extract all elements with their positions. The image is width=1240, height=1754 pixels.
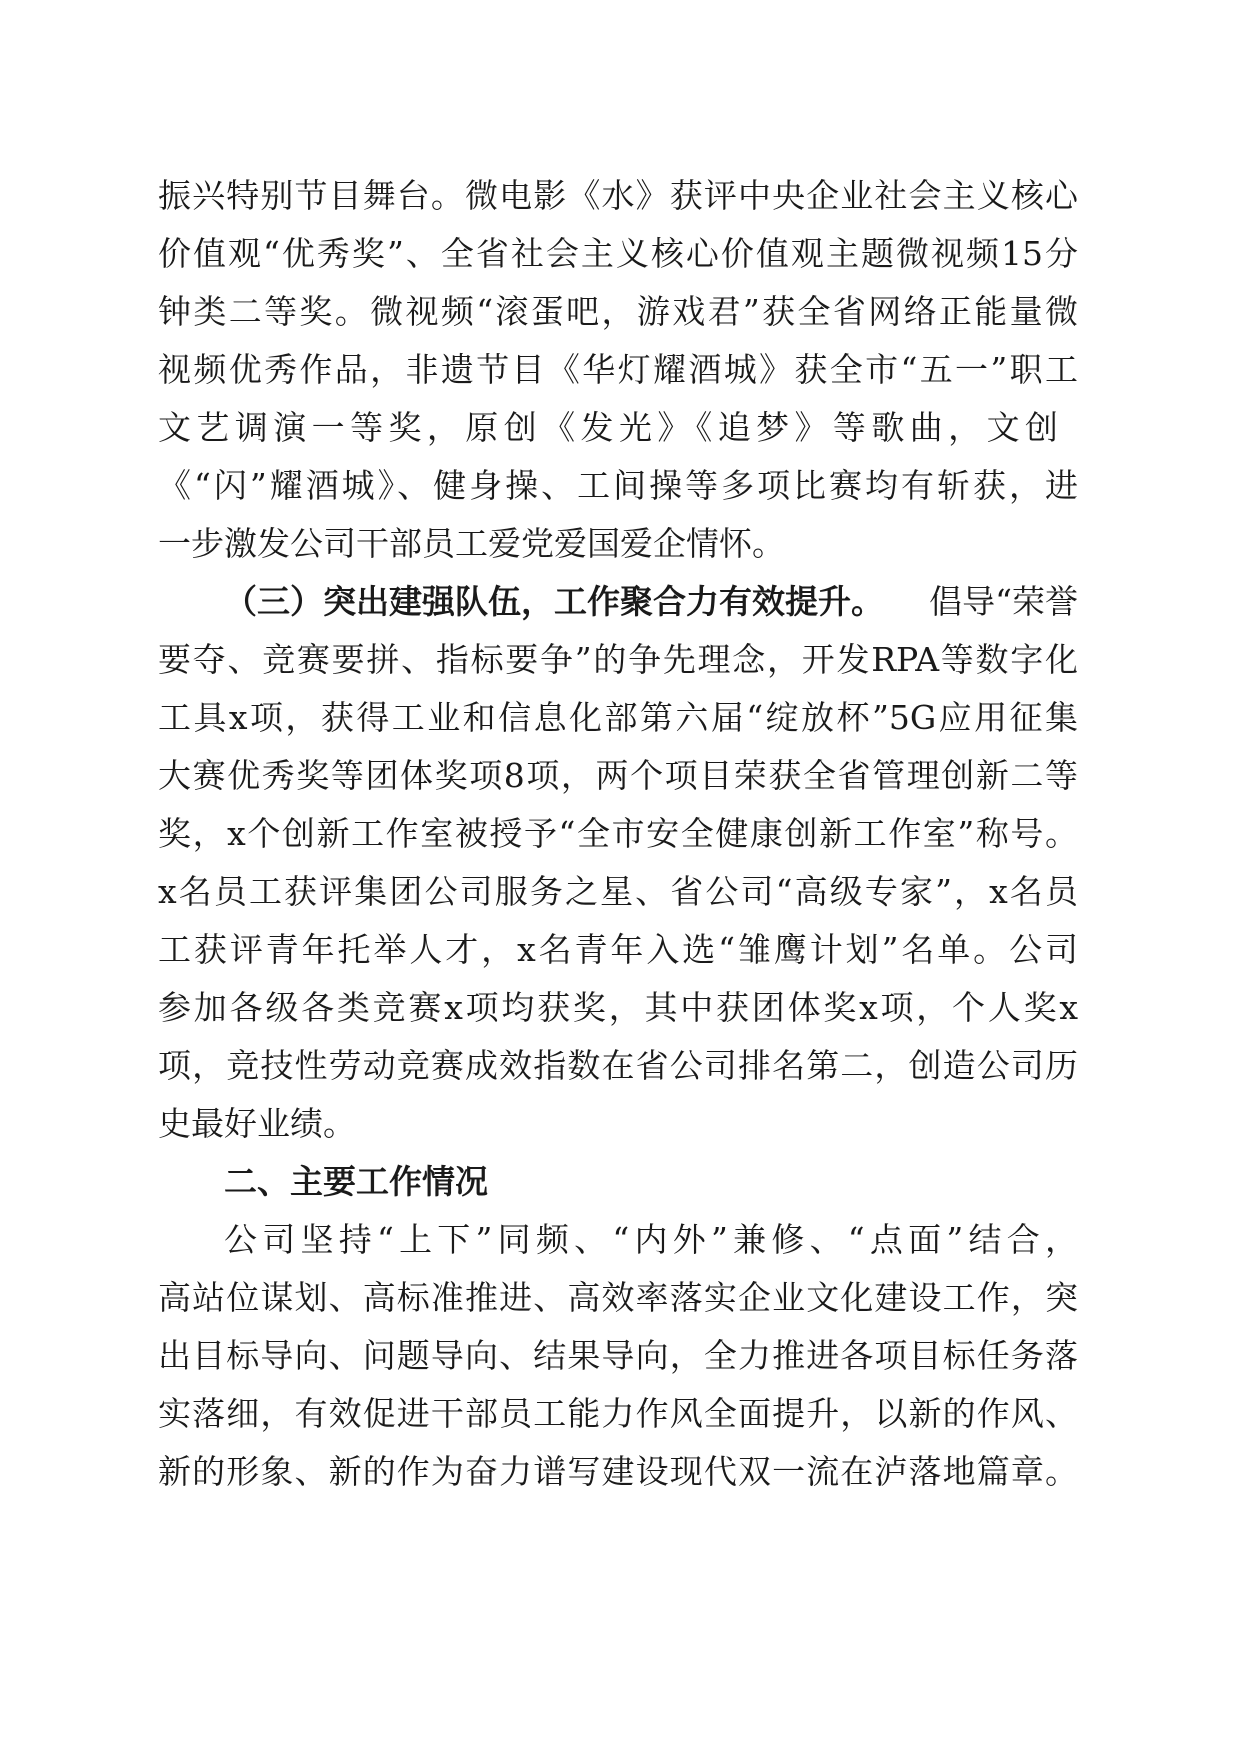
paragraph-2-line-7: 工获评青年托举人才，x名青年入选“雏鹰计划”名单。公司: [158, 930, 1078, 969]
paragraph-3-line-3: 出目标导向、问题导向、结果导向，全力推进各项目标任务落: [158, 1336, 1078, 1375]
paragraph-2-line-5: 奖，x个创新工作室被授予“全市安全健康创新工作室”称号。: [158, 814, 1078, 853]
paragraph-3-line-2: 高站位谋划、高标准推进、高效率落实企业文化建设工作，突: [158, 1278, 1078, 1317]
paragraph-1-line-2: 价值观“优秀奖”、全省社会主义核心价值观主题微视频15分: [158, 234, 1078, 273]
paragraph-2-line-8: 参加各级各类竞赛x项均获奖，其中获团体奖x项，个人奖x: [158, 988, 1078, 1027]
paragraph-3-line-4: 实落细，有效促进干部员工能力作风全面提升，以新的作风、: [158, 1394, 1078, 1433]
paragraph-2-line-4: 大赛优秀奖等团体奖项8项，两个项目荣获全省管理创新二等: [158, 756, 1078, 795]
paragraph-2-line-1: [224, 582, 1078, 622]
paragraph-2-line-6: x名员工获评集团公司服务之星、省公司“高级专家”，x名员: [158, 872, 1078, 911]
paragraph-2-line-9: 项，竞技性劳动竞赛成效指数在省公司排名第二，创造公司历: [158, 1046, 1078, 1085]
section-heading: 二、主要工作情况: [224, 1162, 488, 1201]
paragraph-1-line-7: 一步激发公司干部员工爱党爱国爱企情怀。: [158, 524, 785, 563]
paragraph-1-line-6: 《“闪”耀酒城》、健身操、工间操等多项比赛均有斩获，进: [158, 466, 1078, 505]
paragraph-2-line-1-rest: 倡导“荣誉: [929, 582, 1078, 621]
paragraph-1-line-4: 视频优秀作品，非遗节目《华灯耀酒城》获全市“五一”职工: [158, 350, 1078, 389]
paragraph-1-line-3: 钟类二等奖。微视频“滚蛋吧，游戏君”获全省网络正能量微: [158, 292, 1078, 331]
paragraph-3-line-1: 公司坚持“上下”同频、“内外”兼修、“点面”结合，: [224, 1220, 1078, 1259]
paragraph-3-line-5: 新的形象、新的作为奋力谱写建设现代双一流在泸落地篇章。: [158, 1452, 1078, 1491]
paragraph-2-bold-lead: （三）突出建强队伍，工作聚合力有效提升。: [224, 582, 884, 621]
paragraph-1-line-5: 文艺调演一等奖，原创《发光》《追梦》等歌曲，文创: [158, 408, 1058, 447]
paragraph-2-line-10: 史最好业绩。: [158, 1104, 356, 1143]
paragraph-1-line-1: 振兴特别节目舞台。微电影《水》获评中央企业社会主义核心: [158, 176, 1078, 215]
paragraph-2-line-2: 要夺、竞赛要拼、指标要争”的争先理念，开发RPA等数字化: [158, 640, 1078, 679]
paragraph-2-line-3: 工具x项，获得工业和信息化部第六届“绽放杯”5G应用征集: [158, 698, 1078, 737]
